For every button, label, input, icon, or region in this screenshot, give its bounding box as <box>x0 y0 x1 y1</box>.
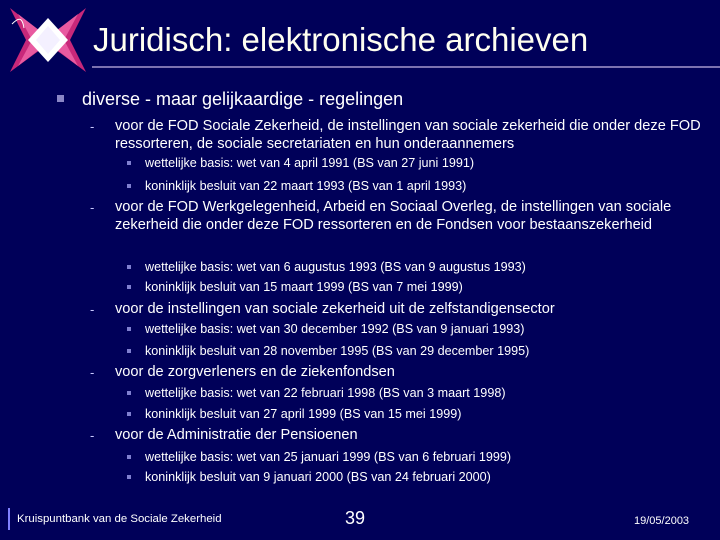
dot-bullet-icon <box>127 391 131 395</box>
section-item: wettelijke basis: wet van 6 augustus 1993 (BS van 9 augustus 1993) <box>145 260 526 274</box>
footer-organization: Kruispuntbank van de Sociale Zekerheid <box>17 513 222 525</box>
dot-bullet-icon <box>127 475 131 479</box>
section-item: koninklijk besluit van 22 maart 1993 (BS van 1 april 1993) <box>145 179 467 193</box>
section-item: wettelijke basis: wet van 4 april 1991 (BS van 27 juni 1991) <box>145 156 475 170</box>
dot-bullet-icon <box>127 349 131 353</box>
square-bullet-icon <box>57 95 64 102</box>
dot-bullet-icon <box>127 265 131 269</box>
logo-emblem <box>8 4 88 76</box>
section-item: koninklijk besluit van 27 april 1999 (BS van 15 mei 1999) <box>145 407 462 421</box>
section-item: koninklijk besluit van 28 november 1995 (BS van 29 december 1995) <box>145 344 530 358</box>
slide-title: Juridisch: elektronische archieven <box>93 21 589 58</box>
footer-date: 19/05/2003 <box>634 515 690 527</box>
section-text: voor de FOD Werkgelegenheid, Arbeid en Sociaal Overleg, de instellingen van sociale zekerheid die onder deze FOD ressorteren en de Fondsen voor bestaanszekerheid <box>115 199 672 233</box>
section-text: voor de instellingen van sociale zekerheid uit de zelfstandigensector <box>115 301 555 317</box>
main-bullet: diverse - maar gelijkaardige - regelingen <box>82 89 404 109</box>
section-item: koninklijk besluit van 15 maart 1999 (BS van 7 mei 1999) <box>145 280 463 294</box>
dash-bullet-icon: - <box>90 200 95 215</box>
dash-bullet-icon: - <box>90 302 95 317</box>
title-divider <box>92 66 720 68</box>
section-item: wettelijke basis: wet van 22 februari 1998 (BS van 3 maart 1998) <box>145 386 506 400</box>
section-text: voor de FOD Sociale Zekerheid, de instellingen van sociale zekerheid die onder deze FOD ressorteren, de sociale secretariaten en hun onderaannemers <box>115 118 701 152</box>
dot-bullet-icon <box>127 327 131 331</box>
page-number: 39 <box>345 508 366 528</box>
section-text: voor de Administratie der Pensioenen <box>115 427 358 443</box>
dash-bullet-icon: - <box>90 365 95 380</box>
dash-bullet-icon: - <box>90 119 95 134</box>
dot-bullet-icon <box>127 455 131 459</box>
dot-bullet-icon <box>127 184 131 188</box>
footer-accent-bar <box>8 508 10 530</box>
section-item: wettelijke basis: wet van 25 januari 1999 (BS van 6 februari 1999) <box>145 450 512 464</box>
dot-bullet-icon <box>127 161 131 165</box>
section-item: koninklijk besluit van 9 januari 2000 (BS van 24 februari 2000) <box>145 470 491 484</box>
dash-bullet-icon: - <box>90 428 95 443</box>
section-item: wettelijke basis: wet van 30 december 1992 (BS van 9 januari 1993) <box>145 322 525 336</box>
dot-bullet-icon <box>127 412 131 416</box>
dot-bullet-icon <box>127 285 131 289</box>
section-text: voor de zorgverleners en de ziekenfondsen <box>115 364 395 380</box>
